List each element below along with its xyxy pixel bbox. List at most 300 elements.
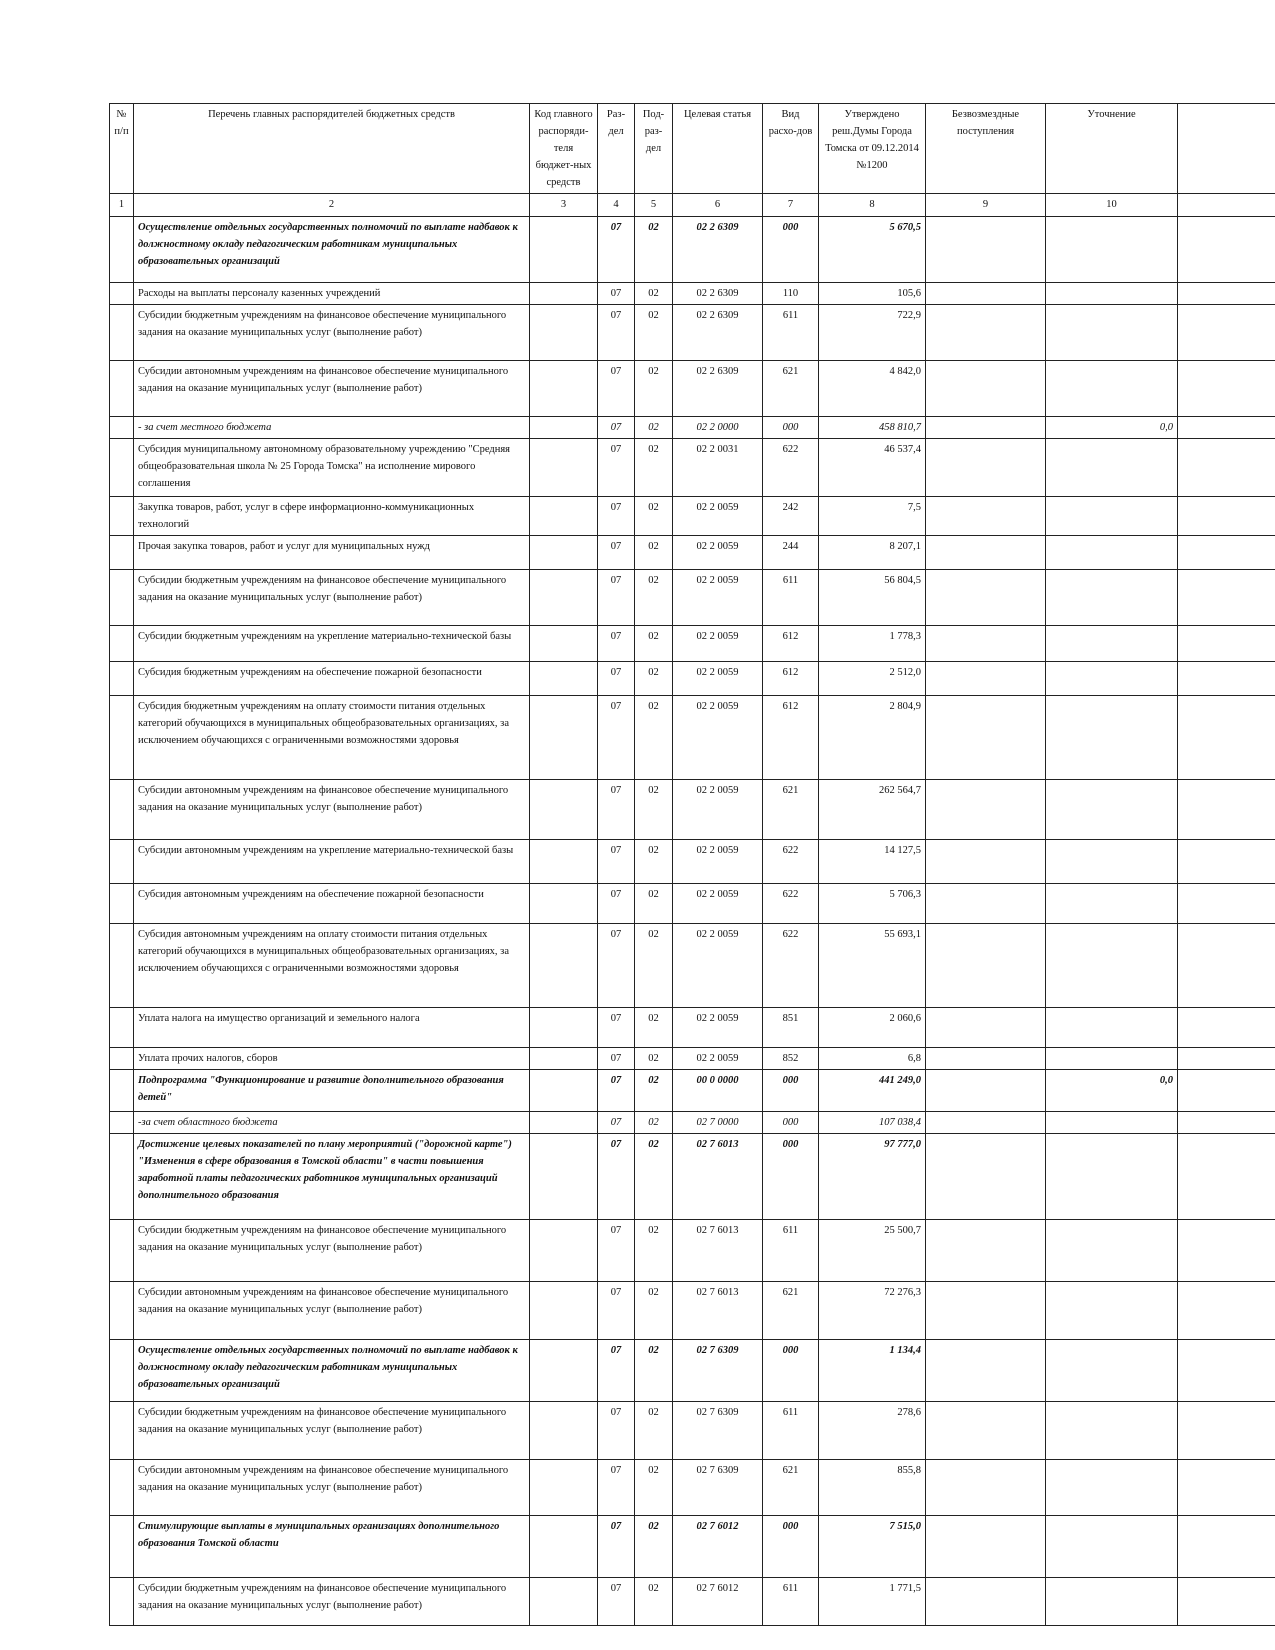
row-podrazdel: 02 (635, 1578, 673, 1626)
row-extra (1178, 662, 1275, 696)
table-row (110, 662, 1275, 696)
row-name: Стимулирующие выплаты в муниципальных организациях дополнительного образования Томской области (134, 1516, 530, 1578)
row-expense-type: 611 (763, 1402, 819, 1460)
row-expense-type: 000 (763, 217, 819, 283)
table-row (110, 626, 1275, 662)
row-approved-amount: 7 515,0 (819, 1516, 926, 1578)
row-podrazdel: 02 (635, 536, 673, 570)
row-extra (1178, 1516, 1275, 1578)
table-row (110, 1134, 1275, 1220)
row-code (530, 662, 598, 696)
row-extra (1178, 1008, 1275, 1048)
row-grants (926, 1282, 1046, 1340)
row-grants (926, 840, 1046, 884)
row-approved-amount: 2 060,6 (819, 1008, 926, 1048)
row-clarification (1046, 497, 1178, 536)
row-approved-amount: 105,6 (819, 283, 926, 305)
row-expense-type: 622 (763, 840, 819, 884)
table-row (110, 570, 1275, 626)
row-approved-amount: 458 810,7 (819, 417, 926, 439)
row-clarification: 0,0 (1046, 417, 1178, 439)
row-name: Осуществление отдельных государственных полномочий по выплате надбавок к должностному окладу педагогическим работникам муниципальных образовательных организаций (134, 1340, 530, 1402)
row-approved-amount: 97 777,0 (819, 1134, 926, 1220)
header-col-9: Безвозмездные поступления (926, 104, 1046, 194)
row-approved-amount: 46 537,4 (819, 439, 926, 497)
row-clarification (1046, 780, 1178, 840)
row-clarification (1046, 1048, 1178, 1070)
row-extra (1178, 305, 1275, 361)
row-approved-amount: 25 500,7 (819, 1220, 926, 1282)
table-row (110, 1048, 1275, 1070)
row-podrazdel: 02 (635, 417, 673, 439)
row-name: Расходы на выплаты персоналу казенных учреждений (134, 283, 530, 305)
row-grants (926, 1048, 1046, 1070)
row-extra (1178, 840, 1275, 884)
row-extra (1178, 1048, 1275, 1070)
row-approved-amount: 4 842,0 (819, 361, 926, 417)
row-expense-type: 611 (763, 570, 819, 626)
row-target-article: 02 2 0059 (673, 497, 763, 536)
row-expense-type: 621 (763, 780, 819, 840)
row-expense-type: 242 (763, 497, 819, 536)
row-index (110, 217, 134, 283)
row-code (530, 439, 598, 497)
row-approved-amount: 441 249,0 (819, 1070, 926, 1112)
row-clarification (1046, 626, 1178, 662)
row-clarification (1046, 536, 1178, 570)
row-name: Закупка товаров, работ, услуг в сфере информационно-коммуникационных технологий (134, 497, 530, 536)
row-clarification (1046, 361, 1178, 417)
row-name: Субсидии бюджетным учреждениям на финансовое обеспечение муниципального задания на оказание муниципальных услуг (выполнение работ) (134, 1402, 530, 1460)
row-code (530, 361, 598, 417)
row-index (110, 780, 134, 840)
row-approved-amount: 72 276,3 (819, 1282, 926, 1340)
row-index (110, 1282, 134, 1340)
budget-sheet (109, 103, 1275, 1626)
row-extra (1178, 570, 1275, 626)
row-code (530, 1282, 598, 1340)
row-expense-type: 611 (763, 1578, 819, 1626)
row-podrazdel: 02 (635, 1070, 673, 1112)
row-clarification (1046, 1282, 1178, 1340)
table-row (110, 1070, 1275, 1112)
row-extra (1178, 1112, 1275, 1134)
row-approved-amount: 278,6 (819, 1402, 926, 1460)
row-target-article: 02 2 0059 (673, 884, 763, 924)
row-grants (926, 1402, 1046, 1460)
row-index (110, 840, 134, 884)
row-expense-type: 110 (763, 283, 819, 305)
row-clarification (1046, 217, 1178, 283)
row-podrazdel: 02 (635, 1402, 673, 1460)
row-expense-type: 621 (763, 361, 819, 417)
header-col-5: Под-раз-дел (635, 104, 673, 194)
row-grants (926, 626, 1046, 662)
row-podrazdel: 02 (635, 1220, 673, 1282)
row-name: Прочая закупка товаров, работ и услуг для муниципальных нужд (134, 536, 530, 570)
row-target-article: 02 2 0059 (673, 1008, 763, 1048)
header-col-3: Код главного распоряди-теля бюджет-ных средств (530, 104, 598, 194)
row-grants (926, 884, 1046, 924)
row-extra (1178, 439, 1275, 497)
row-code (530, 283, 598, 305)
row-code (530, 217, 598, 283)
row-podrazdel: 02 (635, 780, 673, 840)
row-grants (926, 497, 1046, 536)
table-row (110, 1112, 1275, 1134)
row-name: Субсидия автономным учреждениям на обеспечение пожарной безопасности (134, 884, 530, 924)
row-clarification (1046, 924, 1178, 1008)
row-clarification (1046, 1220, 1178, 1282)
row-extra (1178, 536, 1275, 570)
row-name: Субсидия муниципальному автономному образовательному учреждению "Средняя общеобразовательная школа № 25 Города Томска" на исполнение мирового соглашения (134, 439, 530, 497)
row-razdel: 07 (598, 1282, 635, 1340)
row-razdel: 07 (598, 1340, 635, 1402)
table-row (110, 924, 1275, 1008)
colnum-1: 1 (110, 194, 134, 217)
row-target-article: 02 2 0059 (673, 662, 763, 696)
row-clarification (1046, 1340, 1178, 1402)
row-podrazdel: 02 (635, 1460, 673, 1516)
row-podrazdel: 02 (635, 1516, 673, 1578)
row-clarification: 0,0 (1046, 1070, 1178, 1112)
row-razdel: 07 (598, 361, 635, 417)
row-clarification (1046, 1402, 1178, 1460)
row-expense-type: 621 (763, 1460, 819, 1516)
table-row (110, 217, 1275, 283)
row-razdel: 07 (598, 1112, 635, 1134)
row-extra (1178, 1220, 1275, 1282)
row-expense-type: 000 (763, 1340, 819, 1402)
row-code (530, 1402, 598, 1460)
row-clarification (1046, 696, 1178, 780)
row-target-article: 02 2 0059 (673, 536, 763, 570)
row-target-article: 02 2 6309 (673, 361, 763, 417)
row-target-article: 02 7 0000 (673, 1112, 763, 1134)
row-razdel: 07 (598, 283, 635, 305)
row-grants (926, 1112, 1046, 1134)
row-expense-type: 000 (763, 1070, 819, 1112)
row-extra (1178, 924, 1275, 1008)
row-name: Субсидии автономным учреждениям на финансовое обеспечение муниципального задания на оказание муниципальных услуг (выполнение работ) (134, 1282, 530, 1340)
row-index (110, 1460, 134, 1516)
row-name: Субсидии бюджетным учреждениям на финансовое обеспечение муниципального задания на оказание муниципальных услуг (выполнение работ) (134, 1578, 530, 1626)
row-target-article: 02 7 6013 (673, 1220, 763, 1282)
row-code (530, 696, 598, 780)
row-grants (926, 570, 1046, 626)
row-code (530, 417, 598, 439)
row-index (110, 626, 134, 662)
row-clarification (1046, 305, 1178, 361)
row-target-article: 02 7 6012 (673, 1516, 763, 1578)
row-razdel: 07 (598, 439, 635, 497)
table-row (110, 361, 1275, 417)
row-target-article: 02 7 6013 (673, 1282, 763, 1340)
row-index (110, 570, 134, 626)
row-name: Субсидии бюджетным учреждениям на финансовое обеспечение муниципального задания на оказание муниципальных услуг (выполнение работ) (134, 1220, 530, 1282)
row-expense-type: 852 (763, 1048, 819, 1070)
table-row (110, 439, 1275, 497)
colnum-10: 10 (1046, 194, 1178, 217)
row-index (110, 305, 134, 361)
row-approved-amount: 107 038,4 (819, 1112, 926, 1134)
row-approved-amount: 55 693,1 (819, 924, 926, 1008)
row-target-article: 02 7 6309 (673, 1460, 763, 1516)
row-extra (1178, 417, 1275, 439)
row-podrazdel: 02 (635, 283, 673, 305)
row-code (530, 1070, 598, 1112)
row-index (110, 361, 134, 417)
row-target-article: 02 7 6309 (673, 1340, 763, 1402)
row-code (530, 1048, 598, 1070)
row-grants (926, 780, 1046, 840)
row-name: Подпрограмма "Функционирование и развитие дополнительного образования детей" (134, 1070, 530, 1112)
row-index (110, 497, 134, 536)
row-grants (926, 696, 1046, 780)
row-approved-amount: 855,8 (819, 1460, 926, 1516)
row-name: Субсидии бюджетным учреждениям на укрепление материально-технической базы (134, 626, 530, 662)
row-podrazdel: 02 (635, 305, 673, 361)
colnum-8: 8 (819, 194, 926, 217)
row-index (110, 1402, 134, 1460)
table-row (110, 1460, 1275, 1516)
row-grants (926, 1516, 1046, 1578)
row-razdel: 07 (598, 217, 635, 283)
row-razdel: 07 (598, 1070, 635, 1112)
row-approved-amount: 262 564,7 (819, 780, 926, 840)
row-grants (926, 417, 1046, 439)
row-podrazdel: 02 (635, 696, 673, 780)
row-code (530, 570, 598, 626)
row-code (530, 1516, 598, 1578)
row-clarification (1046, 1134, 1178, 1220)
colnum-2: 2 (134, 194, 530, 217)
row-index (110, 1340, 134, 1402)
row-podrazdel: 02 (635, 840, 673, 884)
colnum-4: 4 (598, 194, 635, 217)
row-clarification (1046, 1112, 1178, 1134)
row-extra (1178, 217, 1275, 283)
row-podrazdel: 02 (635, 361, 673, 417)
colnum-6: 6 (673, 194, 763, 217)
row-expense-type: 622 (763, 884, 819, 924)
row-podrazdel: 02 (635, 1008, 673, 1048)
row-expense-type: 622 (763, 439, 819, 497)
table-row (110, 696, 1275, 780)
row-index (110, 1008, 134, 1048)
row-expense-type: 611 (763, 1220, 819, 1282)
row-target-article: 02 7 6012 (673, 1578, 763, 1626)
row-razdel: 07 (598, 497, 635, 536)
row-podrazdel: 02 (635, 217, 673, 283)
row-razdel: 07 (598, 924, 635, 1008)
row-grants (926, 361, 1046, 417)
header-col-1: № п/п (110, 104, 134, 194)
row-index (110, 1578, 134, 1626)
row-target-article: 02 2 0059 (673, 780, 763, 840)
row-extra (1178, 1282, 1275, 1340)
row-razdel: 07 (598, 1578, 635, 1626)
row-grants (926, 1460, 1046, 1516)
row-index (110, 696, 134, 780)
row-target-article: 02 7 6013 (673, 1134, 763, 1220)
row-approved-amount: 7,5 (819, 497, 926, 536)
header-col-11 (1178, 104, 1275, 194)
row-grants (926, 662, 1046, 696)
row-extra (1178, 696, 1275, 780)
row-razdel: 07 (598, 570, 635, 626)
row-name: Достижение целевых показателей по плану мероприятий ("дорожной карте") "Изменения в сфере образования в Томской области" в части повышения заработной платы педагогических работников муниципальных организаций дополнительного образования (134, 1134, 530, 1220)
row-clarification (1046, 840, 1178, 884)
row-podrazdel: 02 (635, 497, 673, 536)
row-extra (1178, 1070, 1275, 1112)
table-row (110, 305, 1275, 361)
row-approved-amount: 722,9 (819, 305, 926, 361)
row-name: Осуществление отдельных государственных полномочий по выплате надбавок к должностному окладу педагогическим работникам муниципальных образовательных организаций (134, 217, 530, 283)
row-name: Субсидии бюджетным учреждениям на финансовое обеспечение муниципального задания на оказание муниципальных услуг (выполнение работ) (134, 570, 530, 626)
row-index (110, 536, 134, 570)
row-extra (1178, 283, 1275, 305)
row-code (530, 1460, 598, 1516)
table-row (110, 536, 1275, 570)
row-grants (926, 1134, 1046, 1220)
row-code (530, 1340, 598, 1402)
row-code (530, 1112, 598, 1134)
row-index (110, 924, 134, 1008)
row-approved-amount: 1 771,5 (819, 1578, 926, 1626)
row-name: Субсидии автономным учреждениям на финансовое обеспечение муниципального задания на оказание муниципальных услуг (выполнение работ) (134, 1460, 530, 1516)
row-clarification (1046, 1008, 1178, 1048)
row-name: Субсидии бюджетным учреждениям на финансовое обеспечение муниципального задания на оказание муниципальных услуг (выполнение работ) (134, 305, 530, 361)
row-index (110, 1112, 134, 1134)
row-clarification (1046, 283, 1178, 305)
row-name: Субсидия автономным учреждениям на оплату стоимости питания отдельных категорий обучающихся в муниципальных общеобразовательных организациях, за исключением обучающихся с ограниченными возможностями здоровья (134, 924, 530, 1008)
row-extra (1178, 884, 1275, 924)
row-code (530, 497, 598, 536)
header-col-7: Вид расхо-дов (763, 104, 819, 194)
row-target-article: 02 2 0059 (673, 626, 763, 662)
row-expense-type: 612 (763, 662, 819, 696)
row-podrazdel: 02 (635, 1112, 673, 1134)
row-razdel: 07 (598, 1220, 635, 1282)
row-code (530, 1134, 598, 1220)
row-expense-type: 622 (763, 924, 819, 1008)
row-name: Уплата налога на имущество организаций и земельного налога (134, 1008, 530, 1048)
row-expense-type: 244 (763, 536, 819, 570)
row-razdel: 07 (598, 884, 635, 924)
colnum-7: 7 (763, 194, 819, 217)
row-grants (926, 439, 1046, 497)
row-extra (1178, 1402, 1275, 1460)
row-grants (926, 1220, 1046, 1282)
row-code (530, 840, 598, 884)
row-expense-type: 000 (763, 1516, 819, 1578)
row-razdel: 07 (598, 305, 635, 361)
row-index (110, 439, 134, 497)
row-clarification (1046, 439, 1178, 497)
row-code (530, 1578, 598, 1626)
row-index (110, 1134, 134, 1220)
row-expense-type: 621 (763, 1282, 819, 1340)
row-podrazdel: 02 (635, 662, 673, 696)
row-podrazdel: 02 (635, 439, 673, 497)
header-col-6: Целевая статья (673, 104, 763, 194)
row-expense-type: 612 (763, 696, 819, 780)
row-razdel: 07 (598, 536, 635, 570)
table-row (110, 840, 1275, 884)
row-grants (926, 924, 1046, 1008)
row-grants (926, 305, 1046, 361)
row-razdel: 07 (598, 1048, 635, 1070)
row-extra (1178, 1340, 1275, 1402)
row-approved-amount: 1 134,4 (819, 1340, 926, 1402)
row-extra (1178, 1460, 1275, 1516)
row-target-article: 02 2 0000 (673, 417, 763, 439)
row-approved-amount: 6,8 (819, 1048, 926, 1070)
row-clarification (1046, 884, 1178, 924)
table-row (110, 283, 1275, 305)
table-row (110, 884, 1275, 924)
row-razdel: 07 (598, 417, 635, 439)
table-row (110, 1008, 1275, 1048)
table-row (110, 1516, 1275, 1578)
row-code (530, 536, 598, 570)
colnum-3: 3 (530, 194, 598, 217)
column-number-row (110, 194, 1275, 217)
row-approved-amount: 8 207,1 (819, 536, 926, 570)
row-podrazdel: 02 (635, 570, 673, 626)
row-index (110, 1048, 134, 1070)
row-index (110, 1070, 134, 1112)
row-extra (1178, 1578, 1275, 1626)
row-razdel: 07 (598, 780, 635, 840)
row-target-article: 02 2 0059 (673, 840, 763, 884)
row-index (110, 662, 134, 696)
row-index (110, 417, 134, 439)
row-grants (926, 1070, 1046, 1112)
row-code (530, 305, 598, 361)
row-code (530, 1008, 598, 1048)
row-extra (1178, 1134, 1275, 1220)
row-grants (926, 536, 1046, 570)
row-target-article: 02 2 0059 (673, 570, 763, 626)
row-expense-type: 000 (763, 417, 819, 439)
row-razdel: 07 (598, 1008, 635, 1048)
row-index (110, 283, 134, 305)
row-name: Субсидия бюджетным учреждениям на обеспечение пожарной безопасности (134, 662, 530, 696)
row-grants (926, 283, 1046, 305)
row-code (530, 884, 598, 924)
row-razdel: 07 (598, 1460, 635, 1516)
row-target-article: 02 2 6309 (673, 283, 763, 305)
row-clarification (1046, 570, 1178, 626)
row-target-article: 02 2 6309 (673, 217, 763, 283)
row-name: Субсидии автономным учреждениям на укрепление материально-технической базы (134, 840, 530, 884)
table-row (110, 780, 1275, 840)
row-podrazdel: 02 (635, 1048, 673, 1070)
colnum-11 (1178, 194, 1275, 217)
budget-table (109, 103, 1275, 1626)
row-clarification (1046, 1516, 1178, 1578)
row-index (110, 884, 134, 924)
row-approved-amount: 2 512,0 (819, 662, 926, 696)
row-podrazdel: 02 (635, 1134, 673, 1220)
table-row (110, 417, 1275, 439)
row-clarification (1046, 662, 1178, 696)
row-name: Уплата прочих налогов, сборов (134, 1048, 530, 1070)
row-approved-amount: 1 778,3 (819, 626, 926, 662)
table-row (110, 1282, 1275, 1340)
